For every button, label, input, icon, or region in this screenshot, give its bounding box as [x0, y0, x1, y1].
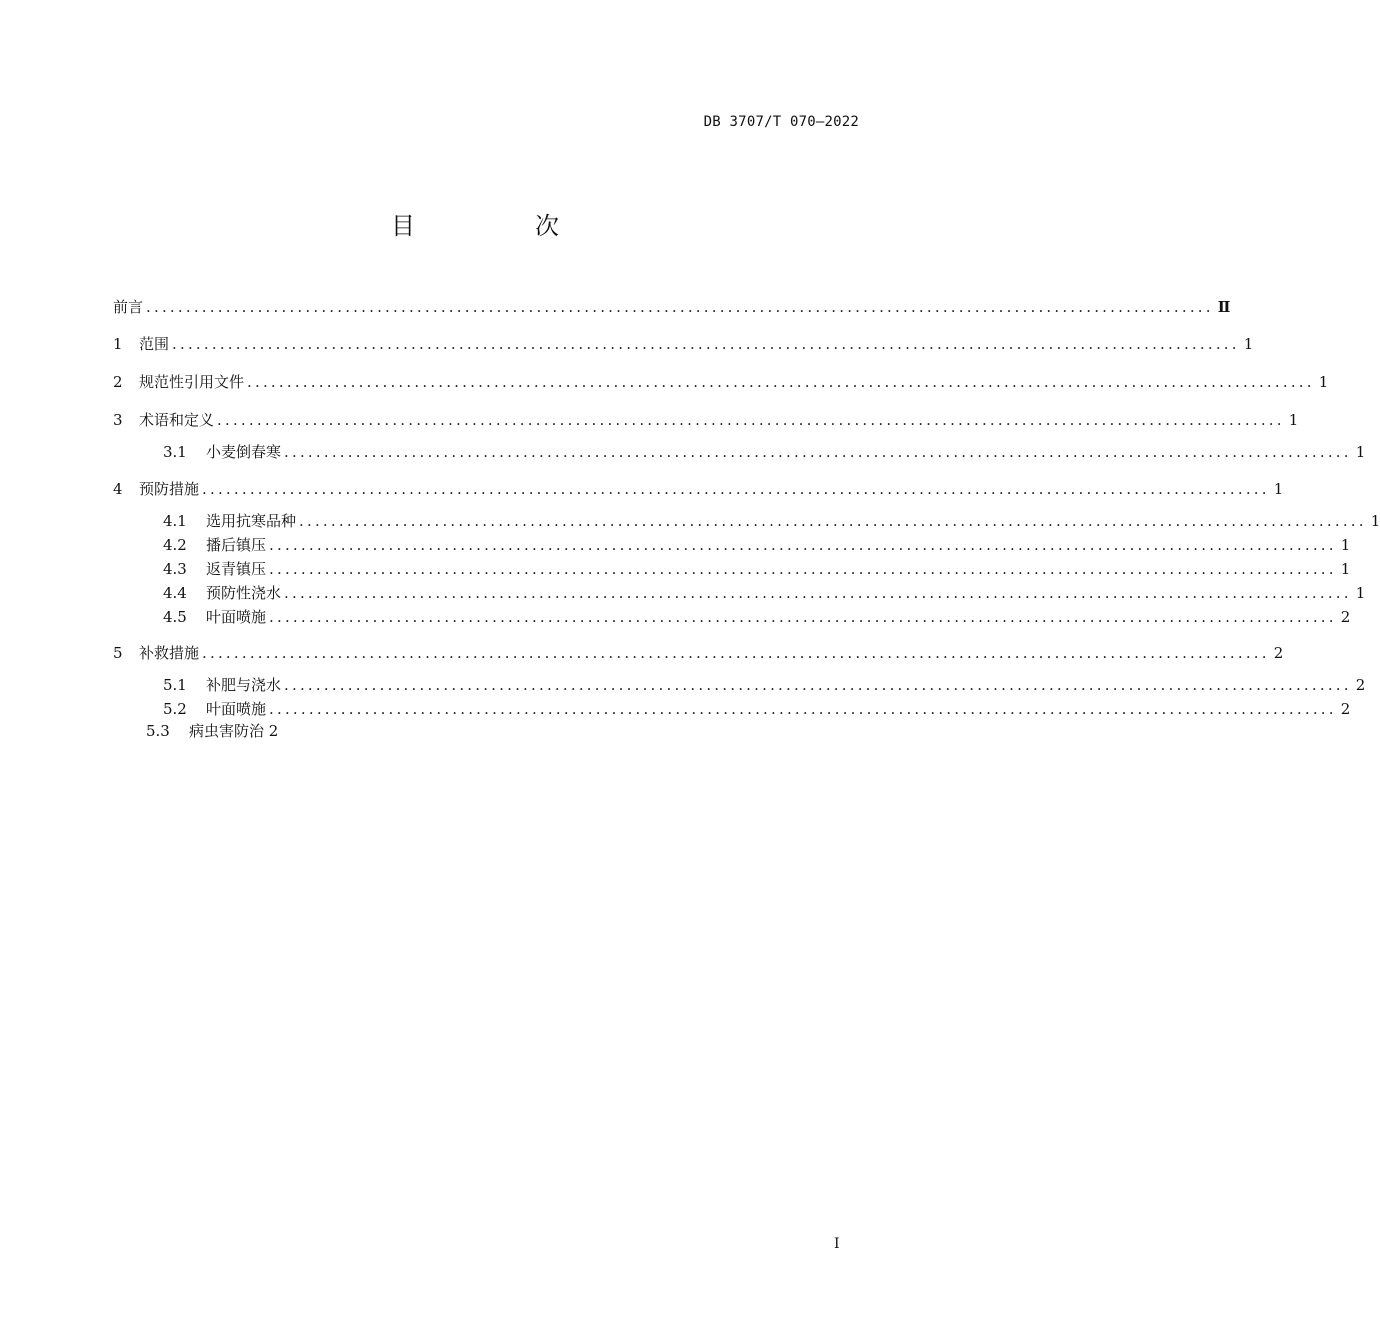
toc-leader-dots: ...................................................................................................................................... [202, 480, 1270, 498]
toc-entry-number: 4.3 [163, 560, 187, 578]
toc-entry-4-3[interactable] [163, 559, 1351, 579]
toc-entry-page: 1 [1355, 443, 1366, 461]
toc-entry-number: 4.1 [163, 512, 187, 530]
toc-leader-dots: ...................................................................................................................................... [284, 676, 1352, 694]
toc-entry-page: 2 [1340, 700, 1351, 718]
toc-leader-dots: ...................................................................................................................................... [202, 644, 1270, 662]
toc-leader-dots: ...................................................................................................................................... [269, 536, 1337, 554]
toc-entry-scope[interactable] [113, 334, 1254, 354]
toc-entry-number: 5 [113, 644, 123, 662]
page-number: I [834, 1236, 840, 1252]
toc-entry-page: 1 [1355, 584, 1366, 602]
toc-entry-normative-references[interactable] [113, 372, 1329, 392]
toc-entry-page: Ⅱ [1217, 298, 1231, 316]
document-code: DB 3707/T 070—2022 [703, 114, 859, 130]
toc-entry-number: 4.2 [163, 536, 187, 554]
toc-entry-label: 前言 [113, 298, 144, 316]
toc-entry-label: 预防性浇水 [206, 584, 282, 602]
toc-entry-label: 播后镇压 [206, 536, 267, 554]
toc-entry-label: 选用抗寒品种 [206, 512, 297, 530]
toc-entry-label: 预防措施 [139, 480, 200, 498]
toc-entry-label: 术语和定义 [139, 411, 215, 429]
toc-entry-number: 3 [113, 411, 123, 429]
toc-leader-dots: ...................................................................................................................................... [269, 700, 1337, 718]
toc-leader-dots: ...................................................................................................................................... [247, 373, 1315, 391]
toc-entry-number: 2 [113, 373, 123, 391]
toc-entry-number: 1 [113, 335, 123, 353]
toc-entry-5-1[interactable] [163, 675, 1366, 695]
toc-entry-4-1[interactable] [163, 511, 1380, 531]
toc-entry-number: 5.2 [163, 700, 187, 718]
toc-leader-dots: ...................................................................................................................................... [146, 298, 1214, 316]
toc-leader-dots: ...................................................................................................................................... [269, 608, 1337, 626]
toc-entry-page: 1 [1273, 480, 1284, 498]
page-title: 目 次 [391, 212, 607, 240]
toc-entry-terms-definitions[interactable] [113, 410, 1299, 430]
toc-entry-label: 叶面喷施 [206, 608, 267, 626]
toc-entry-page: 1 [1243, 335, 1254, 353]
toc-entry-foreword[interactable] [113, 297, 1231, 317]
toc-entry-page: 1 [1288, 411, 1299, 429]
toc-entry-page: 1 [1340, 560, 1351, 578]
toc-entry-label: 补肥与浇水 [206, 676, 282, 694]
toc-entry-label: 范围 [139, 335, 170, 353]
toc-entry-prevention[interactable] [113, 479, 1284, 499]
toc-leader-dots: ...................................................................................................................................... [284, 443, 1352, 461]
toc-entry-label: 补救措施 [139, 644, 200, 662]
toc-entry-page: 1 [1370, 512, 1380, 530]
toc-leader-dots: ...................................................................................................................................... [299, 512, 1367, 530]
toc-entry-number: 4.4 [163, 584, 187, 602]
toc-entry-5-3[interactable] [146, 721, 278, 741]
toc-entry-page: 2 [1355, 676, 1366, 694]
toc-entry-page: 2 [1273, 644, 1284, 662]
toc-entry-page: 1 [1318, 373, 1329, 391]
toc-leader-dots: ...................................................................................................................................... [217, 411, 1285, 429]
toc-entry-number: 3.1 [163, 443, 187, 461]
toc-entry-4-5[interactable] [163, 607, 1351, 627]
toc-entry-number: 5.3 [146, 722, 170, 740]
toc-entry-number: 5.1 [163, 676, 187, 694]
toc-entry-label: 规范性引用文件 [139, 373, 245, 391]
toc-entry-5-2[interactable] [163, 699, 1351, 719]
toc-entry-4-2[interactable] [163, 535, 1351, 555]
toc-entry-label: 小麦倒春寒 [206, 443, 282, 461]
toc-entry-label: 病虫害防治 2 [189, 722, 279, 740]
toc-entry-3-1[interactable] [163, 442, 1366, 462]
toc-leader-dots: ...................................................................................................................................... [284, 584, 1352, 602]
toc-entry-label: 返青镇压 [206, 560, 267, 578]
toc-entry-4-4[interactable] [163, 583, 1366, 603]
toc-entry-page: 1 [1340, 536, 1351, 554]
toc-entry-label: 叶面喷施 [206, 700, 267, 718]
toc-leader-dots: ...................................................................................................................................... [172, 335, 1240, 353]
toc-entry-remedial[interactable] [113, 643, 1284, 663]
toc-leader-dots: ...................................................................................................................................... [269, 560, 1337, 578]
toc-entry-number: 4 [113, 480, 123, 498]
toc-entry-page: 2 [1340, 608, 1351, 626]
toc-entry-number: 4.5 [163, 608, 187, 626]
